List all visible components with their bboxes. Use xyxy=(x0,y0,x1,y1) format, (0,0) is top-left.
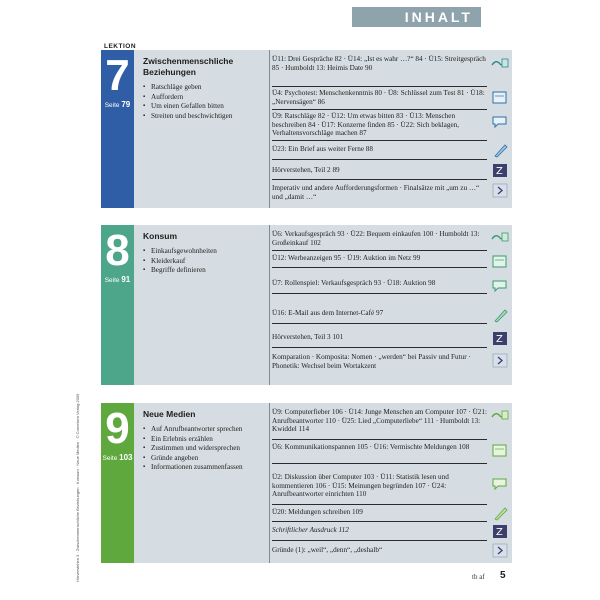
exercise-row-listening: Ü6: Verkaufsgespräch 93 · Ü22: Bequem einkaufen 100 · Humboldt 13: Großeinkauf 102 xyxy=(272,230,480,247)
reading-icon xyxy=(490,254,510,269)
topic-item: ▪ Gründe angeben xyxy=(143,454,268,464)
topic-item: ▪ Kleiderkauf xyxy=(143,257,268,267)
listening-icon xyxy=(490,230,510,245)
lesson-topics xyxy=(143,83,268,121)
row-separator xyxy=(272,521,487,522)
seite-number: 103 xyxy=(119,453,133,462)
svg-text:Z: Z xyxy=(496,166,503,177)
seite-number: 91 xyxy=(121,275,131,284)
lesson-topics xyxy=(143,425,268,473)
exercise-row-exam: Hörverstehen, Teil 3 101 xyxy=(272,333,344,341)
exercise-row-speaking: Ü2: Diskussion über Computer 103 · Ü11: Statistik lesen und kommentieren 106 · Ü15: Meinungen begründen 107 · Ü24: Anrufbeantworter einrichten 110 xyxy=(272,473,449,499)
lesson-number: 8 xyxy=(105,226,130,275)
section-lesson-8 xyxy=(101,225,512,385)
lesson-number-block xyxy=(101,225,134,385)
speaking-icon xyxy=(490,476,510,491)
lesson-number-block xyxy=(101,403,134,563)
topic-item: ▪ Ratschläge geben xyxy=(143,83,268,93)
exercise-row-writing: Ü23: Ein Brief aus weiter Ferne 88 xyxy=(272,145,373,153)
page-title: INHALT xyxy=(404,9,473,25)
exercise-row-grammar: Gründe (1): „weil“, „denn“, „deshalb“ xyxy=(272,546,383,554)
topic-item: ▪ Auffordern xyxy=(143,93,268,103)
row-separator xyxy=(272,179,487,180)
section-lesson-9 xyxy=(101,403,512,563)
reading-icon xyxy=(490,90,510,105)
svg-text:Z: Z xyxy=(496,334,503,345)
topic-item: ▪ Informationen zusammenfassen xyxy=(143,463,268,473)
column-divider xyxy=(269,225,270,385)
lesson-title: Konsum xyxy=(143,231,177,241)
exercise-row-reading: Ü4: Psychotest: Menschenkenntnis 80 · Ü8: Schlüssel zum Test 81 · Ü18: „Nervensägen“ 86 xyxy=(272,89,485,106)
lesson-number: 7 xyxy=(105,51,130,100)
row-separator xyxy=(272,540,487,541)
seite-prefix: Seite xyxy=(102,455,118,462)
exercise-row-exam: Hörverstehen, Teil 2 89 xyxy=(272,166,340,174)
listening-icon xyxy=(490,408,510,423)
row-separator xyxy=(272,267,487,268)
topic-item: ▪ Ein Erlebnis erzählen xyxy=(143,435,268,445)
exercise-row-grammar: Komparation · Komposita: Nomen · „werden“ bei Passiv und Futur · Phonetik: Wechsel beim Wortakzent xyxy=(272,353,471,370)
topic-item: ▪ Auf Anrufbeantworter sprechen xyxy=(143,425,268,435)
lesson-page xyxy=(101,100,134,109)
row-separator xyxy=(272,504,487,505)
row-separator xyxy=(272,109,487,110)
exercise-row-exam: Schriftlicher Ausdruck 112 xyxy=(272,526,349,534)
seite-prefix: Seite xyxy=(104,102,120,109)
exercise-row-grammar: Imperativ und andere Aufforderungsformen · Finalsätze mit „um zu …“ und „damit …“ xyxy=(272,184,480,201)
row-separator xyxy=(272,250,487,251)
row-separator xyxy=(272,140,487,141)
lesson-title: Neue Medien xyxy=(143,409,196,419)
exercise-row-speaking: Ü9: Ratschläge 82 · Ü12: Um etwas bitten 83 · Ü13: Menschen beschreiben 84 · Ü17: Konzerne finden 85 · Ü22: Sich beklagen, Verhaltensvorschläge machen 87 xyxy=(272,112,460,138)
speaking-icon xyxy=(490,278,510,293)
section-lesson-7 xyxy=(101,50,512,208)
side-imprint: Hörverstehen 3 · Zwischenmenschliche Beziehungen · Konsum · Neue Medien · © Cornelsen Verlag 2009 xyxy=(75,393,80,582)
column-divider xyxy=(269,403,270,563)
row-separator xyxy=(272,86,487,87)
writing-icon xyxy=(490,308,510,323)
topic-item: ▪ Streiten und beschwichtigen xyxy=(143,112,268,122)
writing-icon xyxy=(490,506,510,521)
reading-icon xyxy=(490,443,510,458)
topic-item: ▪ Einkaufsgewohnheiten xyxy=(143,247,268,257)
column-divider xyxy=(269,50,270,208)
lesson-topics xyxy=(143,247,268,276)
row-separator xyxy=(272,323,487,324)
publisher-mark: tb af xyxy=(472,573,485,581)
exercise-row-reading: Ü12: Werbeanzeigen 95 · Ü19: Auktion im Netz 99 xyxy=(272,254,421,262)
listening-icon xyxy=(490,56,510,71)
page-number: 5 xyxy=(500,570,506,581)
lesson-number: 9 xyxy=(105,404,130,453)
lesson-page xyxy=(101,275,134,284)
exercise-row-writing: Ü20: Meldungen schreiben 109 xyxy=(272,508,363,516)
svg-text:Z: Z xyxy=(496,527,503,538)
exercise-row-listening: Ü11: Drei Gespräche 82 · Ü14: „Ist es wahr …?“ 84 · Ü15: Streitgespräch 85 · Humboldt 13: Heimis Date 90 xyxy=(272,55,486,72)
row-separator xyxy=(272,439,487,440)
row-separator xyxy=(272,347,487,348)
seite-prefix: Seite xyxy=(104,277,120,284)
exam-icon xyxy=(490,163,510,178)
grammar-icon xyxy=(490,543,510,558)
topic-item: ▪ Begriffe definieren xyxy=(143,266,268,276)
grammar-icon xyxy=(490,353,510,368)
row-separator xyxy=(272,463,487,464)
exercise-row-reading: Ü6: Kommunikationspannen 105 · Ü16: Vermischte Meldungen 108 xyxy=(272,443,470,451)
exercise-row-listening: Ü9: Computerfieber 106 · Ü14: Junge Menschen am Computer 107 · Ü21: Anrufbeantworter 110 · Ü25: Lied „Computerliebe“ 111 · Humboldt 13: Kwiddel 114 xyxy=(272,408,487,434)
seite-number: 79 xyxy=(121,100,131,109)
exam-icon xyxy=(490,331,510,346)
topic-item: ▪ Um einen Gefallen bitten xyxy=(143,102,268,112)
lesson-page xyxy=(101,453,134,462)
row-separator xyxy=(272,159,487,160)
exercise-row-writing: Ü16: E-Mail aus dem Internet-Café 97 xyxy=(272,309,384,317)
exercise-row-speaking: Ü7: Rollenspiel: Verkaufsgespräch 93 · Ü18: Auktion 98 xyxy=(272,279,436,287)
exam-icon xyxy=(490,524,510,539)
lesson-title: Zwischenmenschliche Beziehungen xyxy=(143,56,234,77)
speaking-icon xyxy=(490,114,510,129)
topic-item: ▪ Zustimmen und widersprechen xyxy=(143,444,268,454)
grammar-icon xyxy=(490,183,510,198)
row-separator xyxy=(272,293,487,294)
lesson-number-block xyxy=(101,50,134,208)
lektion-label: LEKTION xyxy=(104,43,137,50)
writing-icon xyxy=(490,143,510,158)
